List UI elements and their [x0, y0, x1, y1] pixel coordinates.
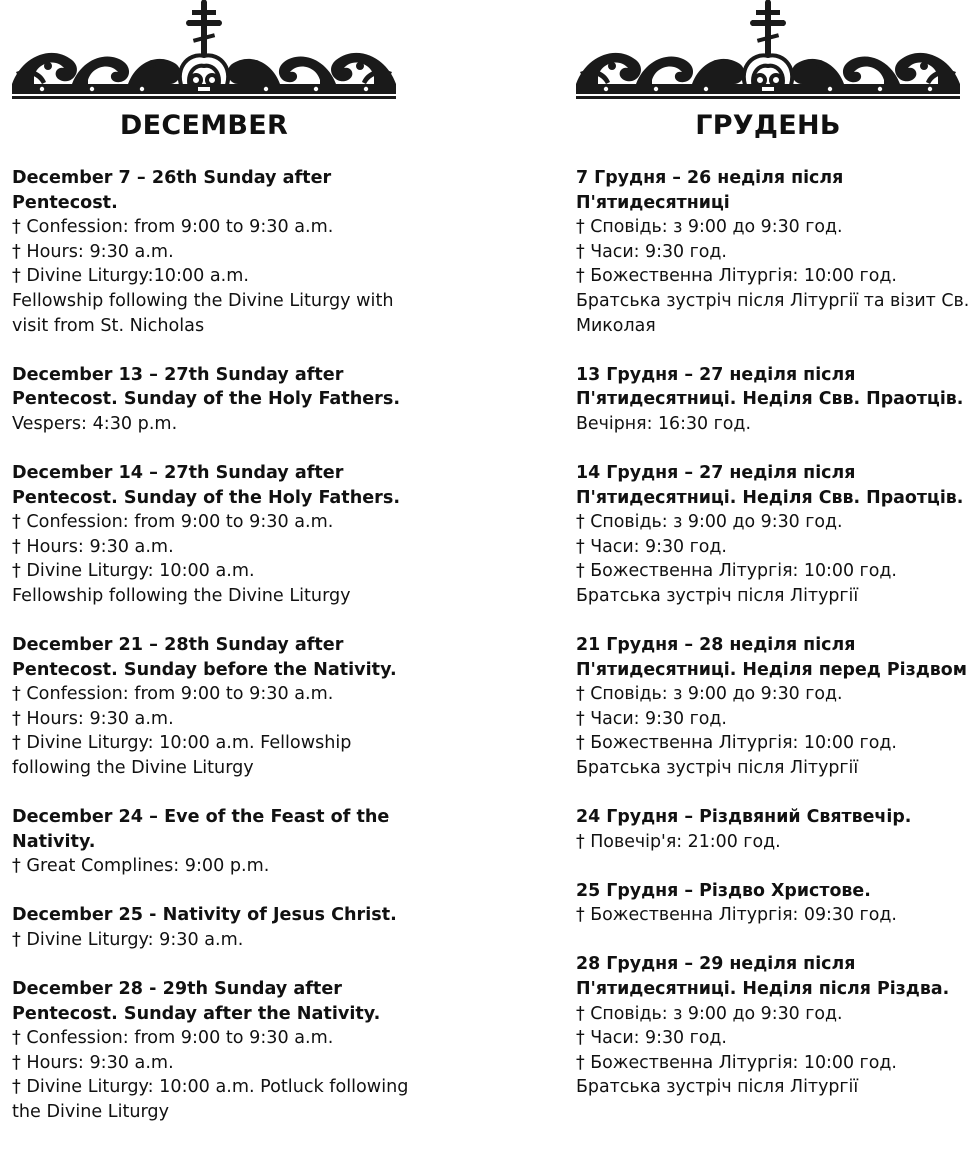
- ornament-cross-icon: [576, 0, 960, 106]
- event-detail-line: † Confession: from 9:00 to 9:30 a.m.: [12, 512, 334, 533]
- event-detail-line: † Hours: 9:30 a.m.: [12, 241, 174, 262]
- event-title: 21 Грудня – 28 неділя після П'ятидесятниці. Неділя перед Різдвом: [576, 635, 967, 680]
- event-block: [12, 461, 432, 609]
- ukrainian-column: [576, 0, 976, 1125]
- event-detail-line: † Часи: 9:30 год.: [576, 708, 727, 729]
- event-detail-line: † Часи: 9:30 год.: [576, 241, 727, 262]
- event-title: December 24 – Eve of the Feast of the Nativity.: [12, 807, 390, 852]
- event-block: [12, 977, 432, 1125]
- event-detail-line: Братська зустріч після Літургії: [576, 757, 859, 778]
- event-block: [12, 633, 432, 781]
- event-block: [12, 166, 432, 338]
- event-detail-line: † Great Complines: 9:00 p.m.: [12, 856, 270, 877]
- event-detail-line: † Часи: 9:30 год.: [576, 1028, 727, 1049]
- event-detail-line: † Hours: 9:30 a.m.: [12, 536, 174, 557]
- event-title: December 13 – 27th Sunday after Pentecost. Sunday of the Holy Fathers.: [12, 364, 400, 410]
- event-title: December 14 – 27th Sunday after Pentecost. Sunday of the Holy Fathers.: [12, 462, 400, 508]
- event-detail-line: † Divine Liturgy: 9:30 a.m.: [12, 929, 244, 950]
- event-detail-line: † Hours: 9:30 a.m.: [12, 1052, 174, 1073]
- event-detail-line: Fellowship following the Divine Liturgy with visit from St. Nicholas: [12, 290, 394, 336]
- event-detail-line: † Confession: from 9:00 to 9:30 a.m.: [12, 684, 334, 705]
- event-block: [576, 879, 976, 928]
- month-heading-english: DECEMBER: [119, 110, 289, 141]
- event-title: 7 Грудня – 26 неділя після П'ятидесятниці: [576, 168, 844, 213]
- event-title: 25 Грудня – Різдво Христове.: [576, 880, 871, 901]
- event-detail-line: † Божественна Літургія: 10:00 год.: [576, 733, 897, 754]
- month-heading-ukrainian: ГРУДЕНЬ: [695, 110, 841, 141]
- event-detail-line: † Divine Liturgy: 10:00 a.m.: [12, 561, 255, 582]
- event-detail-line: Братська зустріч після Літургії та візит Св. Миколая: [576, 290, 970, 336]
- event-detail-line: † Confession: from 9:00 to 9:30 a.m.: [12, 217, 334, 238]
- event-title: 28 Грудня – 29 неділя після П'ятидесятниці. Неділя після Різдва.: [576, 954, 950, 1000]
- event-detail-line: † Сповідь: з 9:00 до 9:30 год.: [576, 684, 843, 705]
- event-block: [12, 805, 432, 879]
- ornament-cross-icon: [12, 0, 396, 106]
- event-block: [576, 805, 976, 854]
- event-title: December 25 - Nativity of Jesus Christ.: [12, 905, 397, 926]
- event-detail-line: † Сповідь: з 9:00 до 9:30 год.: [576, 1003, 843, 1024]
- event-list-ukrainian: [576, 166, 976, 1100]
- event-title: December 21 – 28th Sunday after Pentecost. Sunday before the Nativity.: [12, 635, 397, 680]
- event-detail-line: † Часи: 9:30 год.: [576, 536, 727, 557]
- event-detail-line: † Повечір'я: 21:00 год.: [576, 831, 781, 852]
- event-detail-line: † Сповідь: з 9:00 до 9:30 год.: [576, 217, 843, 238]
- event-detail-line: Fellowship following the Divine Liturgy: [12, 585, 351, 606]
- event-title: 14 Грудня – 27 неділя після П'ятидесятниці. Неділя Свв. Праотців.: [576, 462, 964, 508]
- event-block: [576, 166, 976, 338]
- event-title: 13 Грудня – 27 неділя після П'ятидесятниці. Неділя Свв. Праотців.: [576, 364, 964, 410]
- event-detail-line: † Confession: from 9:00 to 9:30 a.m.: [12, 1028, 334, 1049]
- event-detail-line: † Hours: 9:30 a.m.: [12, 708, 174, 729]
- event-detail-line: † Divine Liturgy: 10:00 a.m. Fellowship following the Divine Liturgy: [12, 733, 352, 778]
- event-detail-line: Братська зустріч після Літургії: [576, 1077, 859, 1098]
- event-title: December 7 – 26th Sunday after Pentecost.: [12, 168, 332, 213]
- event-detail-line: † Divine Liturgy:10:00 a.m.: [12, 266, 249, 287]
- event-title: December 28 - 29th Sunday after Pentecost. Sunday after the Nativity.: [12, 979, 381, 1024]
- event-detail-line: † Божественна Літургія: 10:00 год.: [576, 266, 897, 287]
- event-block: [576, 633, 976, 781]
- event-block: [576, 461, 976, 609]
- event-detail-line: † Divine Liturgy: 10:00 a.m. Potluck following the Divine Liturgy: [12, 1077, 409, 1122]
- event-detail-line: † Божественна Літургія: 10:00 год.: [576, 1052, 897, 1073]
- event-detail-line: † Сповідь: з 9:00 до 9:30 год.: [576, 512, 843, 533]
- event-block: [12, 903, 432, 952]
- event-detail-line: Вечірня: 16:30 год.: [576, 413, 751, 434]
- english-column: [12, 0, 432, 1149]
- event-block: [12, 363, 432, 437]
- event-list-english: [12, 166, 432, 1125]
- event-detail-line: Братська зустріч після Літургії: [576, 585, 859, 606]
- event-title: 24 Грудня – Різдвяний Святвечір.: [576, 807, 912, 828]
- event-detail-line: † Божественна Літургія: 09:30 год.: [576, 905, 897, 926]
- event-detail-line: Vespers: 4:30 p.m.: [12, 413, 178, 434]
- event-block: [576, 952, 976, 1100]
- event-detail-line: † Божественна Літургія: 10:00 год.: [576, 561, 897, 582]
- event-block: [576, 363, 976, 437]
